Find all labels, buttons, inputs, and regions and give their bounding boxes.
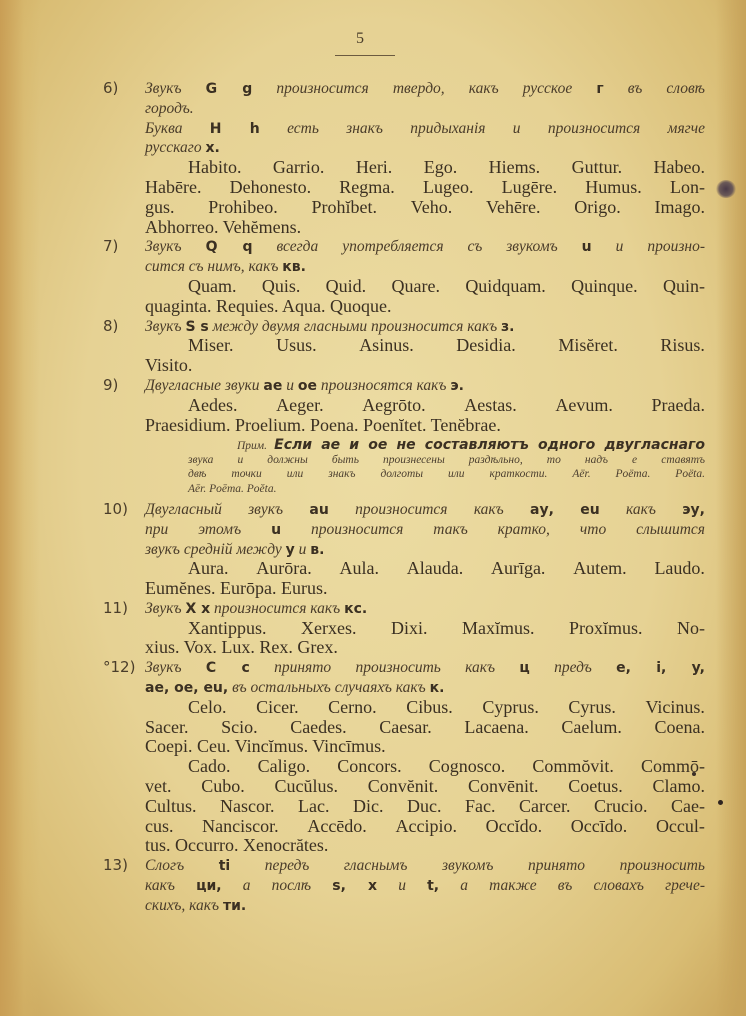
rule-line — [103, 79, 706, 99]
rule-paragraph — [103, 658, 705, 698]
note-line — [145, 453, 705, 467]
latin-word: Accēdo. — [307, 815, 367, 836]
latin-word: Prohibeo. — [208, 196, 278, 217]
russian-text: а послѣ — [221, 877, 333, 895]
example-line: Praesidium. Proelium. Poena. Poenĭtet. Tenĕbrae. — [145, 414, 501, 435]
latin-word: Vicinus. — [645, 696, 705, 717]
line-text — [145, 876, 705, 897]
example-paragraph — [145, 396, 705, 436]
russian-text: Звукъ — [145, 317, 186, 335]
latin-word: Alauda. — [406, 558, 464, 579]
latin-letters: au — [309, 501, 329, 518]
latin-word: Lugēre. — [501, 176, 558, 197]
rule-line — [103, 658, 705, 678]
latin-letters: ци, — [196, 878, 222, 895]
russian-text: принято произносить какъ — [249, 659, 520, 677]
latin-word: Maxĭmus. — [461, 617, 535, 638]
latin-word: Aegrōto. — [362, 394, 426, 415]
latin-word: Praeda. — [651, 394, 705, 415]
latin-word: Laudo. — [654, 558, 705, 579]
russian-text: между двумя гласными произносится какъ — [208, 317, 502, 335]
latin-word: Autem. — [573, 558, 627, 579]
example-line — [145, 336, 705, 356]
example-line — [145, 396, 705, 416]
example-line — [145, 559, 705, 579]
latin-word: Humus. — [585, 176, 642, 197]
rule-line — [145, 520, 705, 540]
russian-text: въ словѣ — [603, 80, 706, 97]
latin-word: Aestas. — [464, 394, 517, 415]
latin-word: Convĕnit. — [367, 776, 439, 797]
russian-text: Буква — [145, 119, 210, 137]
latin-word: Dehonesto. — [229, 176, 312, 197]
example-paragraph — [145, 277, 705, 317]
latin-word: Asinus. — [359, 335, 414, 356]
section-number: 13) — [103, 856, 128, 875]
russian-text: двѣ точки или знакъ долготы или краткости. Aër. Poëma. Poëta. — [188, 468, 705, 481]
section-number: 10) — [103, 499, 128, 518]
russian-text: Звукъ — [145, 80, 206, 97]
latin-word: Cado. — [188, 756, 231, 777]
rule-line — [145, 138, 705, 158]
latin-word: Aedes. — [188, 394, 238, 415]
latin-letters: в. — [310, 541, 325, 558]
latin-word: Aevum. — [555, 394, 613, 415]
latin-letters: ti — [218, 858, 231, 875]
russian-text: сится съ нимъ, какъ — [145, 258, 283, 276]
latin-word: Coetus. — [568, 776, 623, 797]
rule-paragraph — [145, 119, 705, 159]
russian-text: есть знакъ придыханія и произносится мягче — [259, 119, 705, 137]
latin-letters: u — [581, 239, 592, 256]
line-text — [145, 79, 705, 100]
page-body — [103, 79, 706, 916]
latin-word: Cucŭlus. — [274, 776, 338, 797]
example-line: Eumĕnes. Eurōpa. Eurus. — [145, 578, 328, 599]
rule-line — [103, 598, 705, 619]
russian-text — [554, 501, 580, 518]
latin-word: Crucio. — [593, 795, 648, 816]
russian-text: произносится такъ кратко, что слышится — [281, 520, 705, 538]
latin-letters: u — [271, 521, 282, 538]
section-number: 7) — [103, 237, 119, 256]
latin-word: Commō- — [640, 756, 705, 777]
latin-letters: к. — [429, 680, 445, 697]
latin-letters: Q q — [205, 239, 253, 256]
rule-line — [145, 896, 705, 916]
page-edge-shadow-right — [716, 0, 746, 1016]
latin-letters: г — [596, 81, 604, 97]
line-text — [145, 658, 705, 679]
latin-word: Scio. — [221, 716, 258, 737]
latin-word: Commŏvit. — [532, 756, 614, 777]
latin-word: Cyrus. — [568, 696, 616, 717]
rule-line — [103, 237, 705, 257]
example-paragraph — [145, 757, 705, 856]
russian-text: произносятся какъ — [316, 376, 451, 394]
rule-section — [103, 375, 705, 496]
latin-word: Dic. — [352, 795, 384, 816]
example-line: xius. Vox. Lux. Rex. Grex. — [145, 637, 338, 658]
rule-section — [103, 856, 705, 915]
russian-text: Двугласный звукъ — [145, 500, 310, 518]
rule-line — [145, 678, 705, 698]
latin-word: Habeo. — [653, 157, 705, 178]
rule-line — [103, 856, 705, 876]
latin-word: Regma. — [339, 176, 395, 197]
latin-word: Lugeo. — [422, 176, 474, 197]
latin-letters: эу, — [682, 501, 705, 518]
header-rule — [335, 55, 395, 56]
latin-letters: eu — [580, 501, 600, 518]
line-text — [145, 679, 444, 696]
russian-text: а также въ словахъ грече- — [439, 877, 705, 895]
latin-word: cus. — [145, 815, 174, 836]
rule-section — [103, 658, 705, 856]
latin-word: Vehēre. — [486, 196, 541, 217]
rule-paragraph — [103, 237, 705, 277]
section-number: 9) — [103, 375, 119, 394]
rule-line — [103, 499, 705, 520]
line-text — [145, 541, 324, 558]
page-number: 5 — [356, 30, 364, 47]
latin-word: Garrio. — [272, 157, 325, 178]
latin-word: Cerno. — [328, 696, 377, 717]
russian-text: городъ. — [145, 99, 194, 117]
latin-word: Cubo. — [201, 776, 245, 797]
latin-word: Misĕret. — [558, 335, 618, 356]
ink-speck — [718, 800, 723, 805]
latin-letters: х. — [205, 140, 220, 157]
latin-word: Accipio. — [395, 815, 457, 836]
example-line: tus. Occurro. Xenocrătes. — [145, 835, 329, 856]
rule-line — [145, 540, 705, 560]
example-line — [145, 777, 705, 797]
russian-text: и произно- — [591, 238, 705, 256]
latin-letters: ау, — [530, 501, 554, 518]
latin-word: Coena. — [654, 716, 705, 737]
russian-text: скихъ, какъ — [145, 896, 223, 914]
latin-word: Heri. — [355, 157, 393, 178]
latin-word: Lacaena. — [464, 716, 529, 737]
latin-word: Quare. — [391, 275, 440, 296]
example-line — [145, 718, 705, 738]
russian-text: какъ — [599, 500, 683, 518]
latin-word: gus. — [145, 196, 175, 217]
example-line — [145, 797, 705, 817]
latin-word: Quam. — [188, 275, 237, 296]
example-line — [145, 817, 705, 837]
note-line — [145, 482, 705, 496]
example-paragraph — [145, 698, 705, 757]
example-line: Abhorreo. Vehĕmens. — [145, 216, 302, 237]
latin-letters: H h — [209, 120, 260, 137]
example-line — [145, 277, 705, 297]
rule-section — [103, 598, 705, 658]
latin-letters: у — [285, 541, 295, 558]
russian-text: передъ гласнымъ звукомъ принято произносить — [230, 857, 705, 875]
note-paragraph — [145, 438, 705, 496]
line-text — [145, 500, 705, 521]
latin-word: Cyprus. — [482, 696, 539, 717]
latin-letters: ц — [519, 660, 530, 677]
note-line — [145, 467, 705, 481]
latin-letters: з. — [501, 318, 515, 335]
latin-word: Fac. — [464, 795, 496, 816]
example-paragraph — [145, 619, 705, 659]
russian-text: Двугласные звуки — [145, 376, 264, 394]
line-text — [188, 453, 705, 467]
latin-letters: кс. — [344, 600, 368, 617]
latin-word: Caedes. — [290, 716, 347, 737]
latin-word: Dixi. — [390, 617, 428, 638]
line-text — [188, 467, 705, 481]
example-line — [145, 178, 705, 198]
latin-letters: s, x — [332, 878, 378, 895]
example-paragraph — [145, 559, 705, 599]
latin-word: Cae- — [670, 795, 705, 816]
russian-text: и — [294, 540, 311, 558]
latin-word: Quinque. — [571, 275, 638, 296]
russian-text: звука и должны быть произнесены раздѣльно, то надъ e ставятъ — [188, 453, 705, 466]
line-text — [145, 119, 705, 140]
latin-word: Lac. — [298, 795, 330, 816]
latin-word: Cognosco. — [428, 756, 506, 777]
latin-word: Prohĭbet. — [311, 196, 378, 217]
line-text — [145, 258, 306, 275]
line-text — [145, 100, 194, 117]
latin-word: Occīdo. — [570, 815, 628, 836]
rule-line — [145, 99, 705, 119]
example-paragraph — [145, 336, 705, 376]
rule-paragraph — [103, 598, 705, 619]
example-line — [145, 698, 705, 718]
russian-text: и — [282, 376, 298, 394]
russian-text: Aēr. Poēma. Poĕta. — [188, 482, 277, 495]
rule-section — [103, 79, 706, 237]
rule-paragraph — [103, 499, 705, 559]
line-text — [145, 139, 220, 156]
latin-word: Occĭdo. — [485, 815, 543, 836]
line-text — [237, 438, 705, 453]
russian-text: Звукъ — [145, 659, 206, 677]
latin-word: Caelum. — [561, 716, 622, 737]
latin-word: Origo. — [574, 196, 621, 217]
latin-word: Aurōra. — [256, 558, 312, 579]
ink-stain — [716, 180, 736, 198]
russian-text: въ остальныхъ случаяхъ какъ — [228, 679, 430, 697]
latin-letters: e, i, y, — [616, 660, 705, 677]
russian-text: при этомъ — [145, 520, 272, 538]
latin-word: Veho. — [410, 196, 453, 217]
russian-text: звукъ средній между — [145, 540, 286, 558]
rule-line — [103, 375, 705, 396]
example-line: Coepi. Ceu. Vincĭmus. Vincīmus. — [145, 736, 386, 757]
line-text — [145, 600, 367, 617]
russian-text: произносится какъ — [328, 500, 531, 518]
latin-word: Aeger. — [276, 394, 324, 415]
latin-letters: ти. — [222, 897, 247, 914]
section-number: 6) — [103, 79, 119, 97]
russian-text: какъ — [145, 877, 197, 895]
section-number: 8) — [103, 316, 119, 335]
latin-word: Nanciscor. — [202, 815, 279, 836]
latin-word: Caligo. — [257, 756, 311, 777]
line-text — [145, 520, 705, 541]
example-line — [145, 757, 705, 777]
latin-word: Hiems. — [488, 157, 541, 178]
latin-word: Guttur. — [571, 157, 623, 178]
example-paragraph — [145, 158, 705, 237]
latin-word: Cibus. — [406, 696, 453, 717]
latin-word: Occul- — [655, 815, 705, 836]
rule-paragraph — [103, 316, 705, 337]
latin-word: Lon- — [669, 176, 705, 197]
latin-word: Xerxes. — [300, 617, 357, 638]
latin-letters: э. — [450, 377, 464, 394]
rule-paragraph — [103, 79, 706, 119]
rule-paragraph — [103, 375, 705, 396]
latin-word: No- — [676, 617, 705, 638]
rule-line — [145, 119, 705, 139]
line-text — [145, 897, 246, 914]
line-text — [145, 237, 705, 258]
page-edge-shadow-left — [0, 0, 40, 1016]
latin-word: Aura. — [188, 558, 229, 579]
russian-text: предъ — [529, 659, 617, 677]
latin-word: Caesar. — [379, 716, 432, 737]
rule-section — [103, 316, 705, 376]
latin-word: Quin- — [662, 275, 705, 296]
latin-word: Nascor. — [220, 795, 275, 816]
latin-letters: кв. — [282, 259, 306, 276]
latin-word: Convēnit. — [467, 776, 539, 797]
section-number: 11) — [103, 598, 128, 617]
latin-word: Carcer. — [518, 795, 571, 816]
latin-letters: ae — [263, 377, 283, 394]
russian-text: Прим. — [237, 440, 275, 453]
line-text — [145, 318, 515, 335]
latin-word: Xantippus. — [188, 617, 267, 638]
russian-text: Звукъ — [145, 599, 186, 617]
russian-text: Звукъ — [145, 238, 206, 256]
latin-word: Cicer. — [256, 696, 299, 717]
latin-word: Proxĭmus. — [568, 617, 643, 638]
latin-word: Quidquam. — [465, 275, 546, 296]
russian-text: и — [377, 877, 428, 895]
russian-text: всегда употребляется съ звукомъ — [252, 238, 582, 256]
russian-text: произносится твердо, какъ русское — [252, 80, 597, 97]
line-text — [188, 483, 276, 495]
latin-word: Desidia. — [456, 335, 516, 356]
latin-letters: G g — [205, 81, 253, 97]
latin-word: Cultus. — [145, 795, 197, 816]
rule-line — [145, 257, 705, 277]
section-number: °12) — [103, 658, 136, 677]
rule-section — [103, 499, 705, 599]
example-line: quaginta. Requies. Aqua. Quoque. — [145, 295, 392, 316]
example-line — [145, 198, 705, 218]
latin-word: Imago. — [654, 196, 705, 217]
rule-paragraph — [103, 856, 705, 915]
example-line — [145, 619, 705, 639]
latin-letters: oe — [297, 377, 317, 394]
latin-word: Quis. — [261, 275, 301, 296]
line-text — [145, 856, 705, 877]
latin-word: Habito. — [188, 157, 242, 178]
latin-letters: t, — [427, 878, 440, 895]
latin-letters: C c — [205, 660, 250, 677]
example-line — [145, 158, 705, 178]
latin-word: Ego. — [423, 157, 458, 178]
latin-word: Habēre. — [145, 176, 202, 197]
russian-text: произносится какъ — [210, 599, 345, 617]
latin-word: Celo. — [188, 696, 227, 717]
latin-word: Sacer. — [145, 716, 189, 737]
latin-word: vet. — [145, 776, 172, 797]
rule-line — [103, 316, 705, 337]
latin-word: Quid. — [325, 275, 367, 296]
latin-word: Aula. — [339, 558, 379, 579]
latin-word: Concors. — [337, 756, 402, 777]
russian-text: Слогъ — [145, 857, 219, 875]
latin-word: Duc. — [406, 795, 442, 816]
latin-word: Risus. — [660, 335, 705, 356]
rule-section — [103, 237, 705, 316]
latin-word: Aurīga. — [490, 558, 546, 579]
russian-text: русскаго — [145, 139, 206, 157]
latin-letters: Если ae и oe не составляютъ одного двугласнаго — [274, 437, 705, 454]
line-text — [145, 377, 464, 394]
latin-letters: ae, oe, eu, — [145, 680, 229, 697]
note-line — [145, 438, 705, 452]
rule-line — [145, 876, 705, 896]
latin-letters: X x — [185, 600, 211, 617]
latin-letters: S s — [185, 318, 209, 335]
latin-word: Clamo. — [652, 776, 705, 797]
example-line: Visito. — [145, 355, 193, 376]
latin-word: Usus. — [276, 335, 317, 356]
latin-word: Miser. — [188, 335, 234, 356]
